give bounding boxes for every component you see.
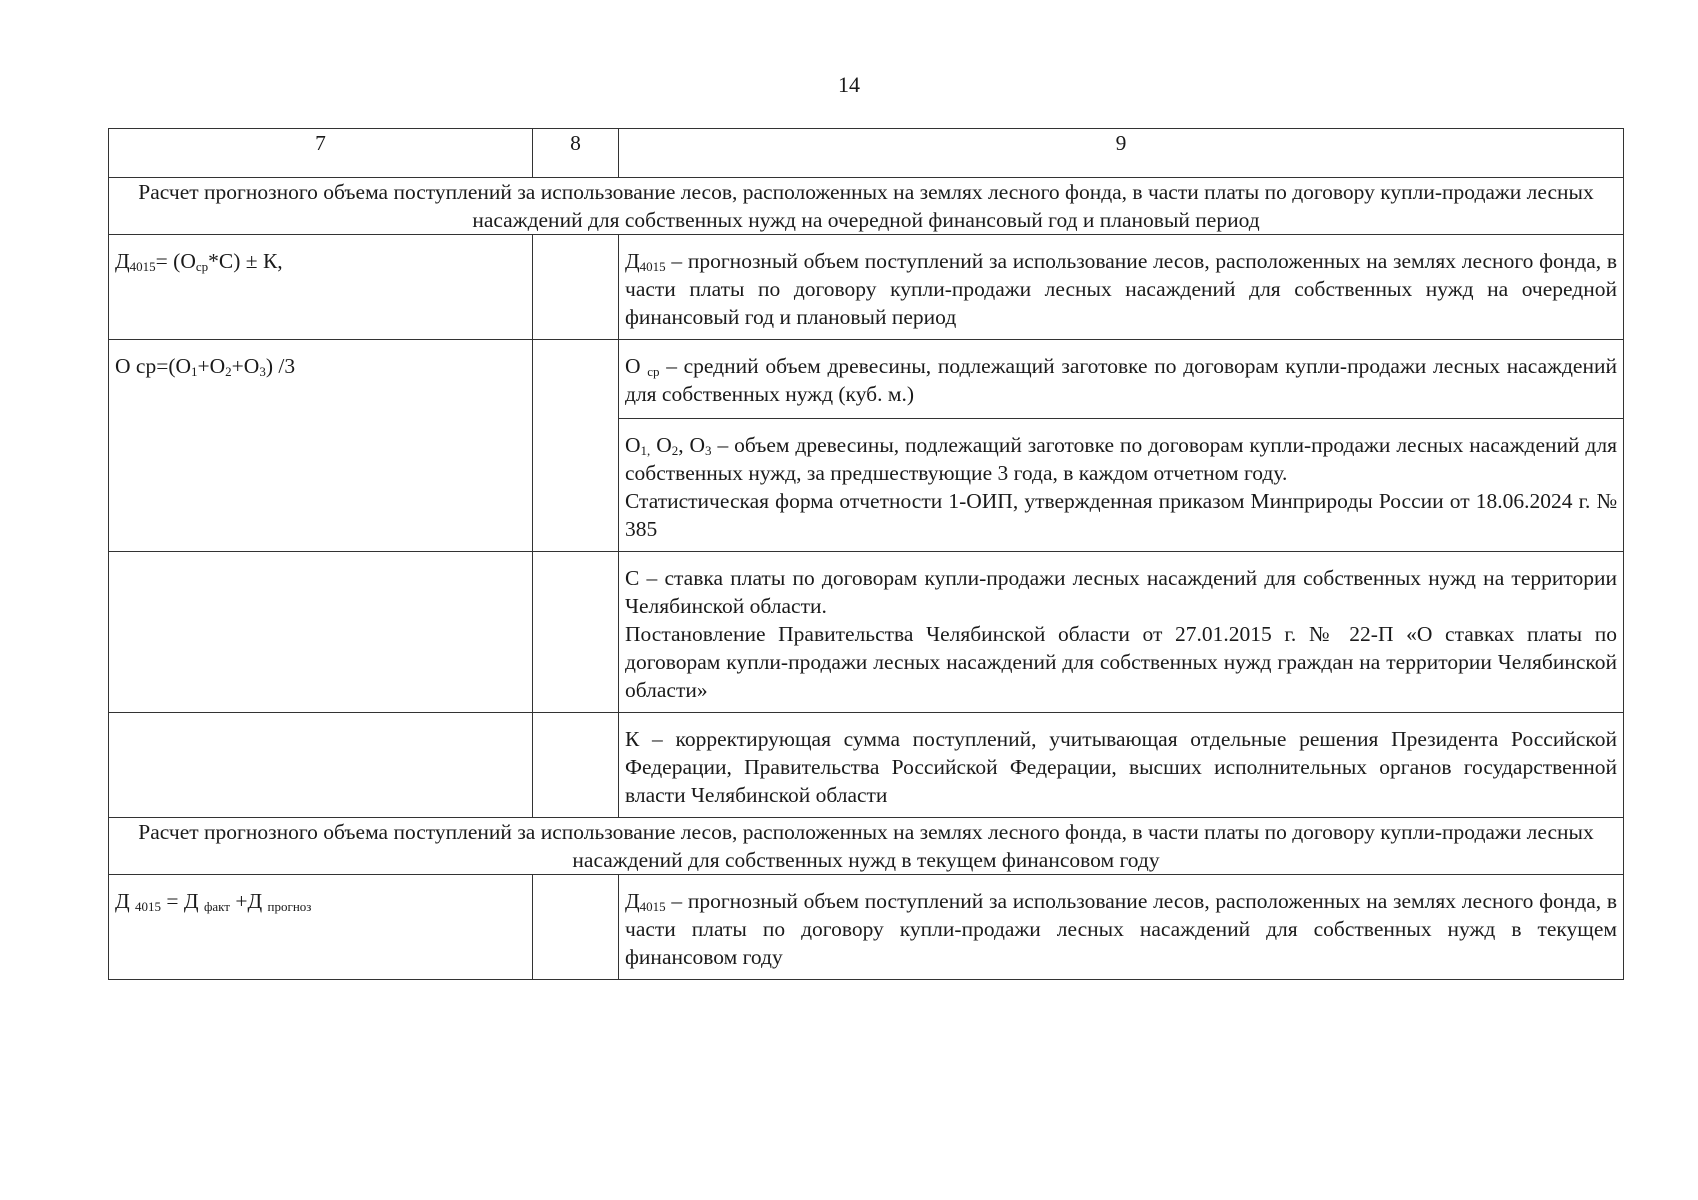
description-subscript: 4015 <box>639 899 666 914</box>
description-cell <box>619 875 1624 980</box>
description-text: – прогнозный объем поступлений за использование лесов, расположенных на землях лесного фонда, в части платы по договору купли-продажи лесных насаждений для собственных нужд на очередной финансовый год и плановый период <box>625 249 1617 329</box>
description-text: О <box>625 354 648 378</box>
section-row-2 <box>109 818 1624 875</box>
formula-text: ) /3 <box>265 354 296 378</box>
formula-subscript: факт <box>203 899 230 914</box>
formula-text: Д <box>115 889 136 913</box>
description-subscript: 1, <box>640 443 651 458</box>
formula-cell <box>109 340 533 552</box>
table-row <box>109 713 1624 818</box>
empty-cell <box>109 552 533 713</box>
description-cell <box>619 340 1624 419</box>
description-text: Д <box>625 889 640 913</box>
formula-text: +О <box>231 354 260 378</box>
empty-cell <box>533 713 619 818</box>
table-row <box>109 875 1624 980</box>
formula-text: О ср=(О <box>115 354 192 378</box>
description-subscript: 3 <box>705 443 712 458</box>
description-cell <box>619 419 1624 552</box>
description-text: – объем древесины, подлежащий заготовке по договорам купли-продажи лесных насаждений для собственных нужд, за предшествующие 3 года, в каждом отчетном году. <box>625 433 1617 485</box>
formula-cell <box>109 875 533 980</box>
formula-text: +О <box>197 354 226 378</box>
section-title-2: Расчет прогнозного объема поступлений за использование лесов, расположенных на землях лесного фонда, в части платы по договору купли-продажи лесных насаждений для собственных нужд в текущем финансовом году <box>109 818 1624 875</box>
formula-subscript: прогноз <box>267 899 312 914</box>
description-source: Статистическая форма отчетности 1-ОИП, утвержденная приказом Минприроды России от 18.06.2024 г. № 385 <box>625 489 1617 541</box>
formula-cell <box>109 235 533 340</box>
description-cell <box>619 713 1624 818</box>
description-text: – прогнозный объем поступлений за использование лесов, расположенных на землях лесного фонда, в части платы по договору купли-продажи лесных насаждений для собственных нужд в текущем финансовом году <box>625 889 1617 969</box>
description-text: С – ставка платы по договорам купли-продажи лесных насаждений для собственных нужд на территории Челябинской области. <box>625 566 1617 618</box>
description-text: – средний объем древесины, подлежащий заготовке по договорам купли-продажи лесных насаждений для собственных нужд (куб. м.) <box>625 354 1617 406</box>
description-subscript: ср <box>647 364 660 379</box>
empty-cell <box>533 235 619 340</box>
formula-subscript: 4015 <box>129 259 156 274</box>
description-text: О <box>650 433 672 457</box>
description-cell <box>619 235 1624 340</box>
description-source: Постановление Правительства Челябинской области от 27.01.2015 г. № 22-П «О ставках платы по договорам купли-продажи лесных насаждений для собственных нужд граждан на территории Челябинской области» <box>625 622 1617 702</box>
table-header-row <box>109 129 1624 178</box>
formula-text: Д <box>115 249 130 273</box>
description-text: Д <box>625 249 640 273</box>
header-col-9: 9 <box>619 129 1624 178</box>
formula-subscript: 4015 <box>135 899 162 914</box>
description-text: , О <box>678 433 706 457</box>
formula-subscript: ср <box>195 259 209 274</box>
description-subscript: 2 <box>671 443 679 458</box>
header-col-7: 7 <box>109 129 533 178</box>
header-col-8: 8 <box>533 129 619 178</box>
table-row <box>109 340 1624 419</box>
table-row <box>109 235 1624 340</box>
formula-subscript: 3 <box>259 364 266 379</box>
description-text: К – корректирующая сумма поступлений, учитывающая отдельные решения Президента Российской Федерации, Правительства Российской Федерации, высших исполнительных органов государственной власти Челябинской области <box>625 727 1617 807</box>
description-cell <box>619 552 1624 713</box>
formula-text: = Д <box>161 889 204 913</box>
empty-cell <box>533 875 619 980</box>
formula-text: *С) ± К, <box>208 249 283 273</box>
empty-cell <box>533 340 619 552</box>
formula-text: +Д <box>230 889 268 913</box>
calculation-table <box>108 128 1624 980</box>
description-text: О <box>625 433 641 457</box>
empty-cell <box>533 552 619 713</box>
section-row-1 <box>109 178 1624 235</box>
section-title-1: Расчет прогнозного объема поступлений за использование лесов, расположенных на землях лесного фонда, в части платы по договору купли-продажи лесных насаждений для собственных нужд на очередной финансовый год и плановый период <box>109 178 1624 235</box>
empty-cell <box>109 713 533 818</box>
table-row <box>109 552 1624 713</box>
formula-text: = (О <box>155 249 196 273</box>
page-number: 14 <box>838 72 860 97</box>
formula-subscript: 2 <box>225 364 232 379</box>
formula-subscript: 1 <box>191 364 198 379</box>
description-subscript: 4015 <box>639 259 666 274</box>
